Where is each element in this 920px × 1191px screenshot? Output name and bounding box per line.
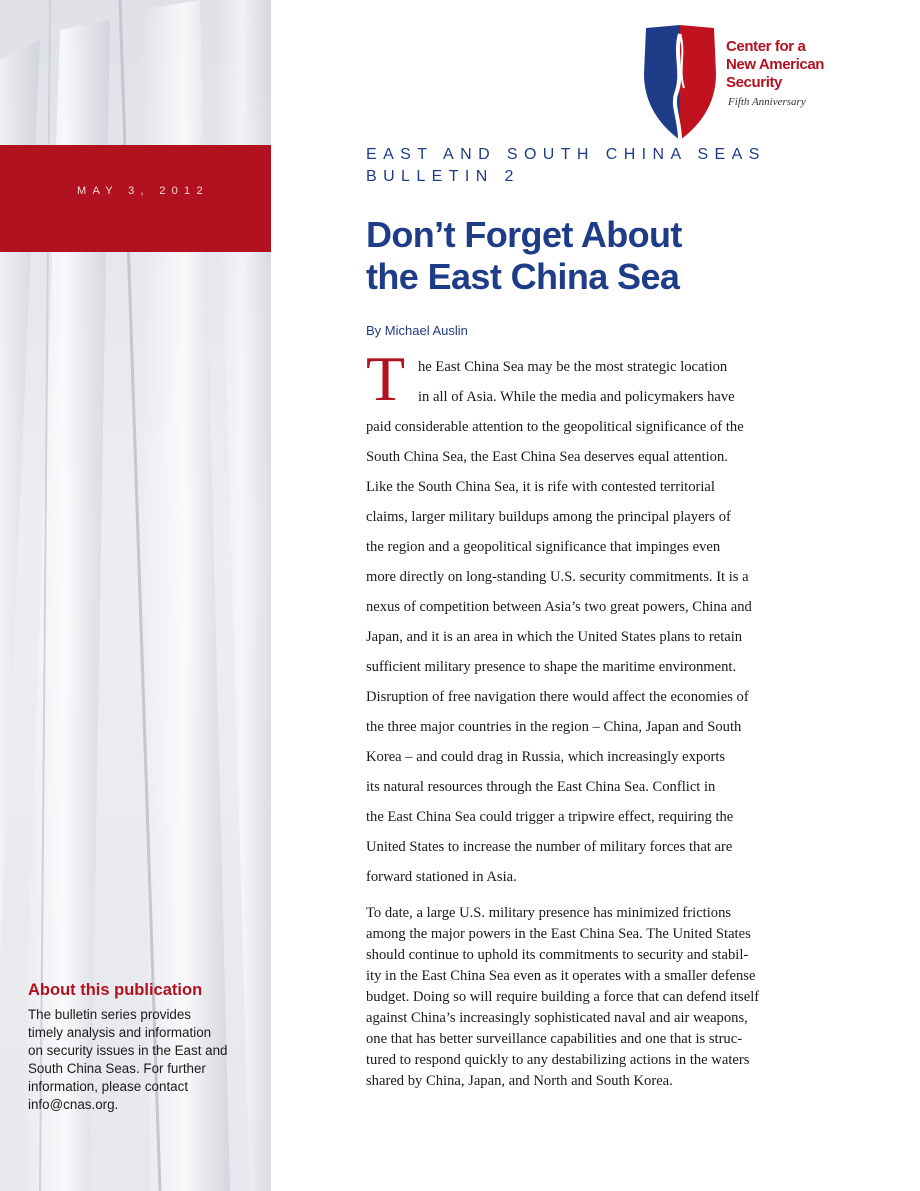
logo-line-3: Security — [726, 74, 782, 91]
logo-subtitle: Fifth Anniversary — [728, 96, 806, 108]
publication-date: MAY 3, 2012 — [77, 185, 209, 197]
logo-line-2: New American — [726, 56, 825, 73]
contact-email: info@cnas.org. — [28, 1097, 119, 1112]
paragraph-2: To date, a large U.S. military presence has minimized frictions among the major powers in the East China Sea. The United States should continue to uphold its commitments to security and stabil- ity in the East China Sea even as it operates with a smaller defense budget. Doing so will require building a force that can defend itself against China’s increasingly sophisticated naval and air weapons, one that has better surveillance capabilities and one that is struc- tured to respond quickly to any destabilizing actions in the waters shared by China, Japan, and North and South Korea. — [366, 905, 760, 1089]
drop-cap: T — [366, 343, 406, 414]
shield-icon — [640, 24, 720, 144]
page-title: Don’t Forget About the East China Sea — [366, 214, 682, 297]
logo-line-1: Center for a — [726, 38, 806, 55]
series-label: EAST AND SOUTH CHINA SEAS BULLETIN 2 — [366, 146, 766, 185]
byline: By Michael Auslin — [366, 323, 468, 338]
date-band — [0, 145, 271, 252]
about-text: The bulletin series provides timely analysis and information on security issues in the East and South China Seas. For further information, please contact info@cnas.org. — [28, 1007, 228, 1112]
sidebar-panel — [0, 0, 271, 1191]
about-title: About this publication — [28, 981, 203, 999]
paragraph-1: he East China Sea may be the most strategic location in all of Asia. While the media and policymakers have paid considerable attention to the geopolitical significance of the South China Sea, the East China Sea deserves equal attention. Like the South China Sea, it is rife with contested territorial claims, larger military buildups among the principal players of the region and a geopolitical significance that impinges even more directly on long-standing U.S. security commitments. It is a nexus of competition between Asia’s two great powers, China and Japan, and it is an area in which the United States plans to retain sufficient military presence to shape the maritime environment. Disruption of free navigation there would affect the economies of the three major countries in the region – China, Japan and South Korea – and could drag in Russia, which increasingly exports its natural resources through the East China Sea. Conflict in the East China Sea could trigger a tripwire effect, requiring the United States to increase the number of military forces that are forward stationed in Asia. — [366, 359, 752, 885]
cnas-logo — [640, 24, 840, 144]
about-publication — [28, 981, 253, 1114]
